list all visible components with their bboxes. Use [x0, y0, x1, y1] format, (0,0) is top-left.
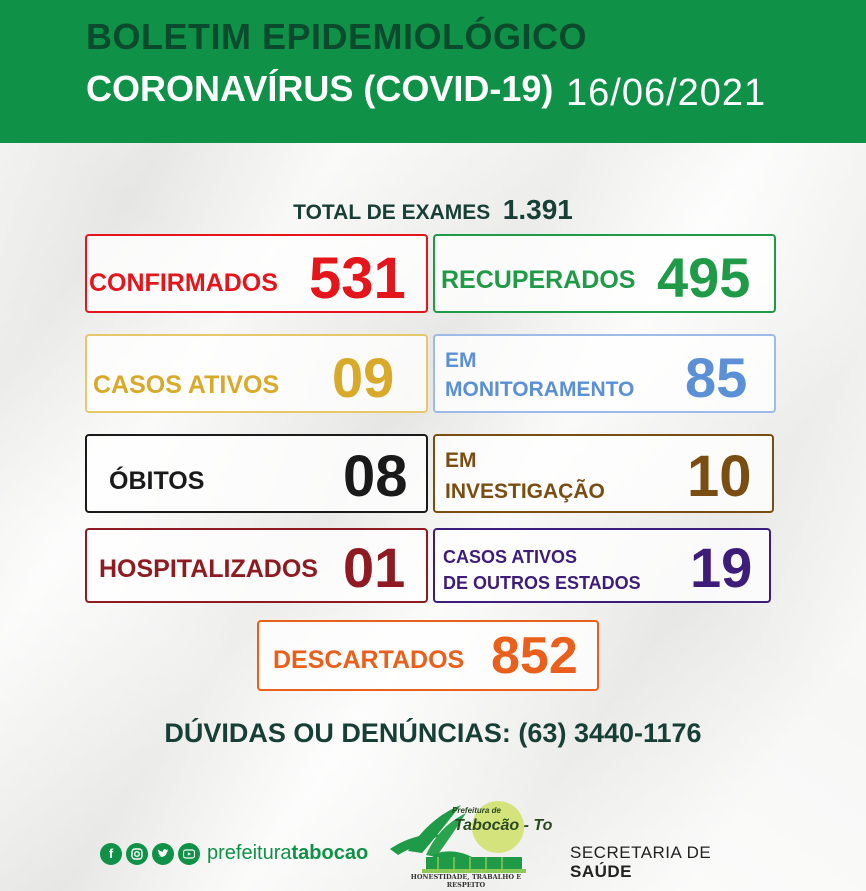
social-handle[interactable] [207, 842, 368, 865]
investigacao-label-line2: INVESTIGAÇÃO [445, 480, 605, 503]
total-exams-label: TOTAL DE EXAMES [293, 201, 491, 224]
contact-line: DÚVIDAS OU DENÚNCIAS: (63) 3440-1176 [164, 718, 702, 748]
logo-city-name: Tabocão - To [454, 817, 553, 834]
secretaria-line2: SAÚDE [570, 862, 633, 881]
descartados-value: 852 [491, 627, 578, 685]
obitos-value: 08 [343, 444, 408, 509]
confirmados-label: CONFIRMADOS [89, 269, 278, 297]
social-links [100, 842, 368, 865]
outros-estados-value: 19 [690, 536, 753, 599]
facebook-icon[interactable]: f [100, 843, 122, 865]
hospitalizados-card [85, 528, 428, 603]
monitoramento-label-line2: MONITORAMENTO [445, 378, 635, 401]
bulletin-subtitle: CORONAVÍRUS (COVID-19) [86, 68, 554, 109]
logo-motto: HONESTIDADE, TRABALHO E RESPEITO [410, 873, 522, 889]
descartados-card [257, 620, 599, 691]
secretaria-line1: SECRETARIA DE [570, 843, 712, 862]
outros-estados-label-line2: DE OUTROS ESTADOS [443, 573, 641, 593]
outros-estados-card [433, 528, 771, 603]
total-exams-value: 1.391 [502, 194, 573, 225]
bulletin-title: BOLETIM EPIDEMIOLÓGICO [86, 16, 588, 57]
confirmados-card [85, 234, 428, 313]
header-banner [0, 0, 866, 143]
casos-ativos-value: 09 [332, 346, 395, 409]
investigacao-label-line1: EM [445, 449, 477, 472]
youtube-icon[interactable] [178, 843, 200, 865]
monitoramento-value: 85 [685, 346, 748, 409]
recuperados-label: RECUPERADOS [441, 266, 636, 294]
investigacao-value: 10 [687, 444, 752, 509]
obitos-label: ÓBITOS [109, 467, 205, 495]
recuperados-card [433, 234, 776, 313]
social-handle-prefix: prefeitura [207, 842, 292, 864]
bulletin-date: 16/06/2021 [566, 72, 767, 114]
instagram-icon[interactable] [126, 843, 148, 865]
casos-ativos-card [85, 334, 428, 413]
casos-ativos-label: CASOS ATIVOS [93, 371, 280, 399]
outros-estados-label-line1: CASOS ATIVOS [443, 547, 578, 567]
twitter-icon[interactable] [152, 843, 174, 865]
confirmados-value: 531 [309, 246, 406, 311]
monitoramento-card [433, 334, 776, 413]
obitos-card [85, 434, 428, 513]
hospitalizados-label: HOSPITALIZADOS [99, 555, 318, 583]
logo-prefix-text: Prefeitura de [452, 806, 501, 815]
total-exams [0, 194, 866, 226]
monitoramento-label-line1: EM [445, 349, 477, 372]
recuperados-value: 495 [657, 246, 751, 309]
descartados-label: DESCARTADOS [273, 646, 465, 674]
investigacao-card [433, 434, 774, 513]
social-handle-bold: tabocao [291, 842, 369, 864]
hospitalizados-value: 01 [343, 536, 406, 599]
